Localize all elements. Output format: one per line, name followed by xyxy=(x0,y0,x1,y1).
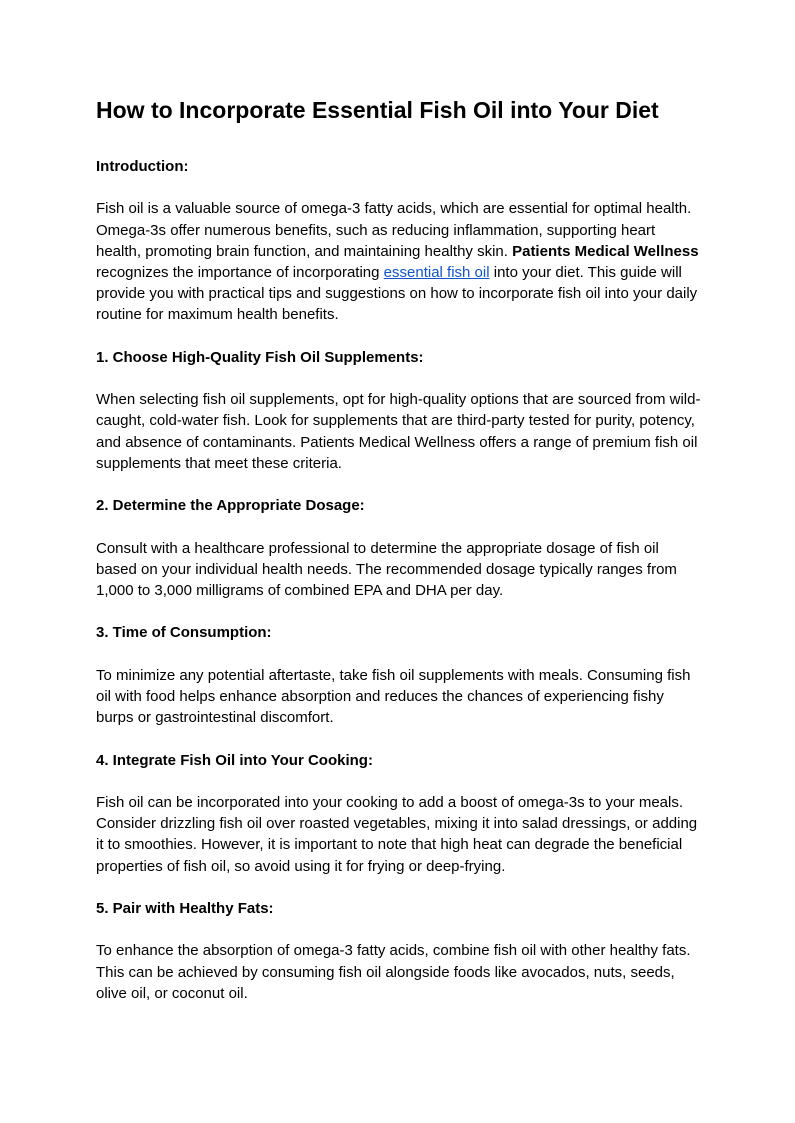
section-5-heading: 5. Pair with Healthy Fats: xyxy=(96,899,274,917)
section-1-body: When selecting fish oil supplements, opt for high-quality options that are sourced from wild-caught, cold-water fish. Look for supplements that are third-party tested for purity, potency, and absence of contaminants. Patients Medical Wellness offers a range of premium fish oil supplements that meet these criteria. xyxy=(96,391,701,472)
section-5-body: To enhance the absorption of omega-3 fatty acids, combine fish oil with other healthy fats. This can be achieved by consuming fish oil alongside foods like avocados, nuts, seeds, olive oil, or coconut oil. xyxy=(96,942,691,1002)
essential-fish-oil-link[interactable]: essential fish oil xyxy=(383,264,490,281)
section-3-heading: 3. Time of Consumption: xyxy=(96,624,272,642)
section-2-heading: 2. Determine the Appropriate Dosage: xyxy=(96,497,365,515)
intro-text-part-1: Fish oil is a valuable source of omega-3 fatty acids, which are essential for optimal health. Omega-3s offer numerous benefits, such as reducing inflammation, supporting heart health, promoting brain function, and maintaining healthy skin. xyxy=(96,200,692,260)
section-4-heading: 4. Integrate Fish Oil into Your Cooking: xyxy=(96,751,373,769)
intro-text-part-3: into your diet. This guide will provide you with practical tips and suggestions on how to incorporate fish oil into your daily routine for maximum health benefits. xyxy=(96,264,698,324)
intro-heading: Introduction: xyxy=(96,158,189,175)
intro-paragraph xyxy=(96,198,702,325)
brand-name: Patients Medical Wellness xyxy=(512,242,699,260)
section-1-heading: 1. Choose High-Quality Fish Oil Supplements: xyxy=(96,348,424,366)
document-page xyxy=(96,94,702,1025)
section-4-body: Fish oil can be incorporated into your cooking to add a boost of omega-3s to your meals. Consider drizzling fish oil over roasted vegetables, mixing it into salad dressings, or adding it to smoothies. However, it is important to note that high heat can degrade the beneficial properties of fish oil, so avoid using it for frying or deep-frying. xyxy=(96,793,698,875)
section-2-body: Consult with a healthcare professional to determine the appropriate dosage of fish oil based on your individual health needs. The recommended dosage typically ranges from 1,000 to 3,000 milligrams of combined EPA and DHA per day. xyxy=(96,539,677,599)
document-title: How to Incorporate Essential Fish Oil into Your Diet xyxy=(96,97,659,123)
intro-text-part-2: recognizes the importance of incorporating xyxy=(96,264,384,281)
section-3-body: To minimize any potential aftertaste, take fish oil supplements with meals. Consuming fish oil with food helps enhance absorption and reduces the chances of experiencing fishy burps or gastrointestinal discomfort. xyxy=(96,666,691,727)
